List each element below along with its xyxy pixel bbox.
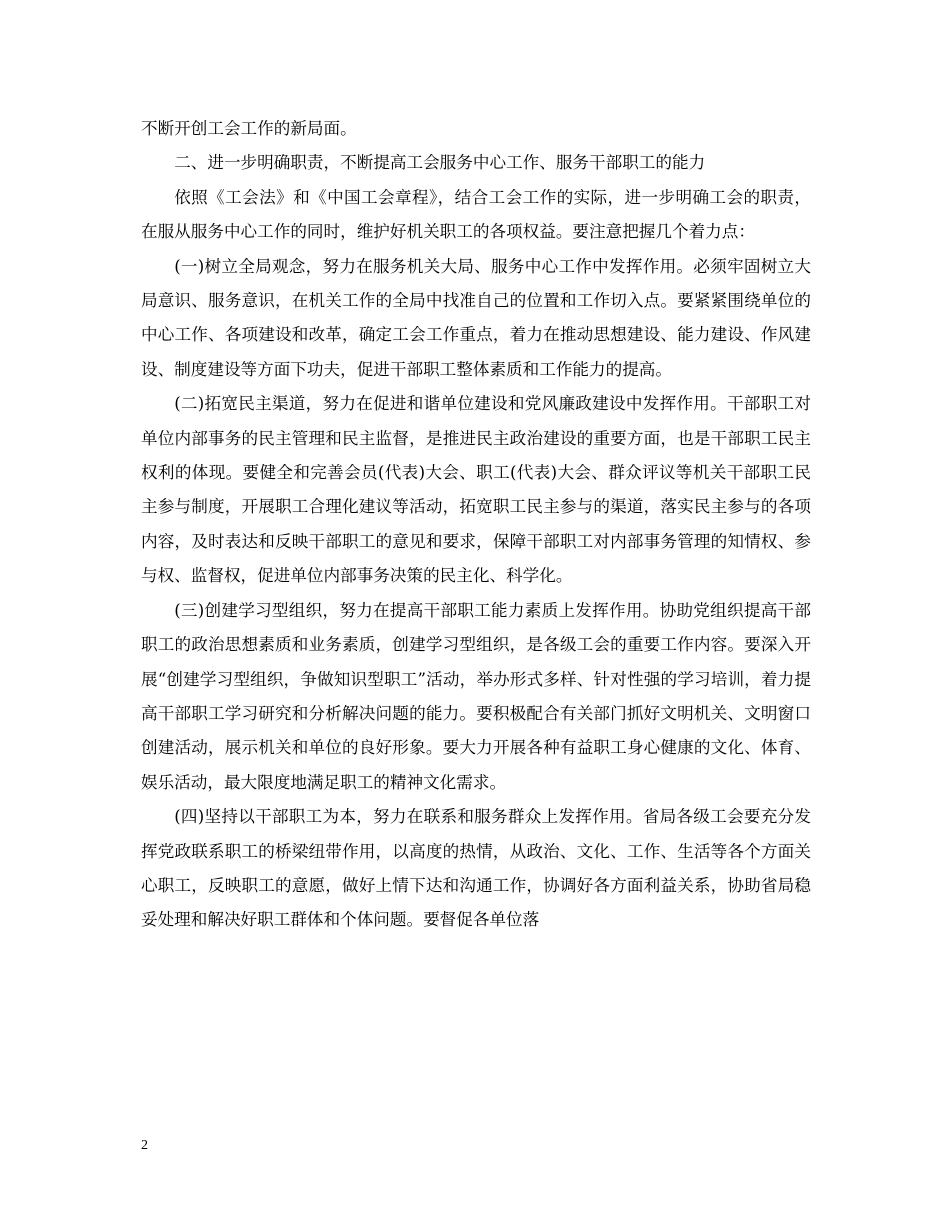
- paragraph-continuation: 不断开创工会工作的新局面。: [141, 119, 357, 138]
- document-body: [141, 112, 811, 938]
- page-number: 2: [141, 1138, 148, 1153]
- paragraph-point-3: (三)创建学习型组织，努力在提高干部职工能力素质上发挥作用。协助党组织提高干部职工的政治思想素质和业务素质，创建学习型组织，是各级工会的重要工作内容。要深入开展“创建学习型组织，争做知识型职工”活动，举办形式多样、针对性强的学习培训，着力提高干部职工学习研究和分析解决问题的能力。要积极配合有关部门抓好文明机关、文明窗口创建活动，展示机关和单位的良好形象。要大力开展各种有益职工身心健康的文化、体育、娱乐活动，最大限度地满足职工的精神文化需求。: [141, 600, 811, 792]
- paragraph-point-1: (一)树立全局观念，努力在服务机关大局、服务中心工作中发挥作用。必须牢固树立大局意识、服务意识，在机关工作的全局中找准自己的位置和工作切入点。要紧紧围绕单位的中心工作、各项建设和改革，确定工会工作重点，着力在推动思想建设、能力建设、作风建设、制度建设等方面下功夫，促进干部职工整体素质和工作能力的提高。: [141, 256, 811, 379]
- paragraph-intro: 依照《工会法》和《中国工会章程》，结合工会工作的实际，进一步明确工会的职责，在服从服务中心工作的同时，维护好机关职工的各项权益。要注意把握几个着力点：: [141, 187, 811, 242]
- paragraph-point-2: (二)拓宽民主渠道，努力在促进和谐单位建设和党风廉政建设中发挥作用。干部职工对单位内部事务的民主管理和民主监督，是推进民主政治建设的重要方面，也是干部职工民主权利的体现。要健全和完善会员(代表)大会、职工(代表)大会、群众评议等机关干部职工民主参与制度，开展职工合理化建议等活动，拓宽职工民主参与的渠道，落实民主参与的各项内容，及时表达和反映干部职工的意见和要求，保障干部职工对内部事务管理的知情权、参与权、监督权，促进单位内部事务决策的民主化、科学化。: [141, 394, 811, 586]
- section-heading-2: 二、进一步明确职责，不断提高工会服务中心工作、服务干部职工的能力: [174, 153, 706, 173]
- paragraph-point-4: (四)坚持以干部职工为本，努力在联系和服务群众上发挥作用。省局各级工会要充分发挥党政联系职工的桥梁纽带作用，以高度的热情，从政治、文化、工作、生活等各个方面关心职工，反映职工的意愿，做好上情下达和沟通工作，协调好各方面利益关系，协助省局稳妥处理和解决好职工群体和个体问题。要督促各单位落: [141, 807, 811, 930]
